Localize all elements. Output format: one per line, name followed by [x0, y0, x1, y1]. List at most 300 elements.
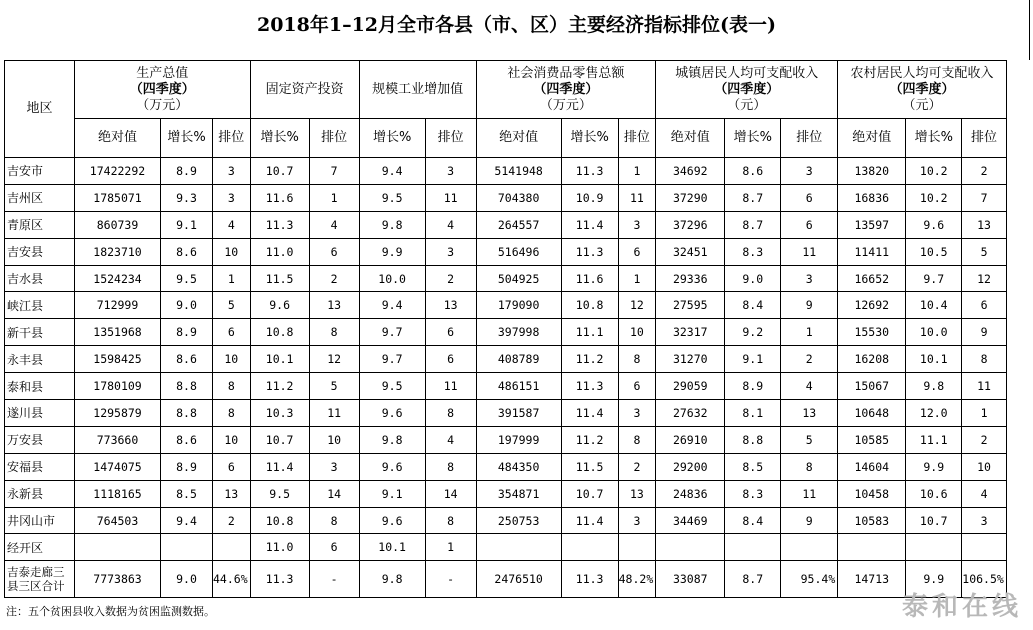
cell-urb-g: 9.2 — [725, 319, 781, 346]
cell-ret-abs: 391587 — [476, 400, 561, 427]
cell-ret-r: 13 — [618, 480, 656, 507]
cell-ret-abs — [476, 534, 561, 561]
cell-gdp-g: 9.4 — [161, 507, 213, 534]
cell-rur-g: 10.0 — [906, 319, 962, 346]
region-cell: 吉安市 — [5, 158, 75, 185]
cell-urb-abs: 29336 — [656, 265, 725, 292]
header-retail-unit: （万元） — [539, 97, 592, 113]
cell-rur-r: 2 — [962, 158, 1007, 185]
table-row — [5, 507, 1007, 534]
cell-ret-abs: 179090 — [476, 292, 561, 319]
cell-ind-r: 11 — [425, 184, 476, 211]
cell-urb-abs: 29059 — [656, 373, 725, 400]
cell-urb-g: 8.3 — [725, 238, 781, 265]
header-retail-name: 社会消费品零售总额 — [507, 65, 625, 81]
cell-ret-abs: 704380 — [476, 184, 561, 211]
cell-rur-abs: 16836 — [838, 184, 906, 211]
cell-fi-g: 11.3 — [250, 211, 309, 238]
table-row — [5, 238, 1007, 265]
region-cell: 经开区 — [5, 534, 75, 561]
cell-ind-g: 9.8 — [359, 211, 425, 238]
region-cell: 井冈山市 — [5, 507, 75, 534]
cell-fi-r: 5 — [309, 373, 359, 400]
header-gdp — [75, 61, 251, 119]
cell-urb-g: 8.4 — [725, 292, 781, 319]
cell-urb-r: 3 — [781, 265, 838, 292]
cell-ind-r: 3 — [425, 238, 476, 265]
header-gdp-unit: （万元） — [136, 97, 189, 113]
subheader-rank: 排位 — [213, 119, 251, 158]
cell-rur-abs: 10585 — [838, 426, 906, 453]
cell-urb-r: 13 — [781, 400, 838, 427]
header-urban-income — [656, 61, 838, 119]
cell-gdp-r: 44.6% — [213, 561, 251, 598]
table-row — [5, 561, 1007, 598]
cell-ind-g: 9.6 — [359, 453, 425, 480]
cell-ret-abs: 250753 — [476, 507, 561, 534]
cell-rur-r: 9 — [962, 319, 1007, 346]
cell-gdp-g: 8.6 — [161, 426, 213, 453]
header-urban-sub: （四季度） — [714, 81, 780, 97]
subheader-abs: 绝对值 — [838, 119, 906, 158]
cell-fi-r: 2 — [309, 265, 359, 292]
cell-rur-abs: 10648 — [838, 400, 906, 427]
table-row — [5, 346, 1007, 373]
table-row — [5, 426, 1007, 453]
cell-ret-r: 8 — [618, 346, 656, 373]
cell-ind-r: 8 — [425, 400, 476, 427]
cell-rur-r: 5 — [962, 238, 1007, 265]
cell-urb-abs: 27595 — [656, 292, 725, 319]
cell-ret-g: 11.6 — [561, 265, 618, 292]
header-industry: 规模工业增加值 — [359, 61, 476, 119]
cell-gdp-r: 4 — [213, 211, 251, 238]
cell-gdp-r: 6 — [213, 319, 251, 346]
header-rural-name: 农村居民人均可支配收入 — [850, 65, 994, 81]
cell-rur-g: 10.7 — [906, 507, 962, 534]
cell-ind-g: 9.7 — [359, 319, 425, 346]
subheader-abs: 绝对值 — [476, 119, 561, 158]
cell-urb-abs: 32451 — [656, 238, 725, 265]
cell-gdp-g: 9.1 — [161, 211, 213, 238]
cell-ind-g: 9.5 — [359, 184, 425, 211]
footnote: 注：五个贫困县收入数据为贫困监测数据。 — [6, 605, 215, 618]
region-cell: 吉州区 — [5, 184, 75, 211]
table-row — [5, 400, 1007, 427]
cell-urb-abs: 37290 — [656, 184, 725, 211]
cell-gdp-g: 8.5 — [161, 480, 213, 507]
cell-rur-abs: 13597 — [838, 211, 906, 238]
cell-gdp-g — [161, 534, 213, 561]
region-cell: 永丰县 — [5, 346, 75, 373]
cell-ind-r: 4 — [425, 211, 476, 238]
cell-ret-abs: 504925 — [476, 265, 561, 292]
cell-ret-g: 10.7 — [561, 480, 618, 507]
cell-gdp-g: 8.9 — [161, 158, 213, 185]
cell-rur-abs: 14604 — [838, 453, 906, 480]
cell-fi-r: 10 — [309, 426, 359, 453]
cell-ret-r: 6 — [618, 373, 656, 400]
cell-ret-abs: 516496 — [476, 238, 561, 265]
cell-ret-g: 11.1 — [561, 319, 618, 346]
cell-urb-abs: 26910 — [656, 426, 725, 453]
cell-gdp-abs: 1785071 — [75, 184, 161, 211]
cell-fi-g: 10.7 — [250, 426, 309, 453]
cell-ret-g: 11.4 — [561, 507, 618, 534]
subheader-growth: 增长% — [161, 119, 213, 158]
cell-ind-r: - — [425, 561, 476, 598]
cell-gdp-abs: 1780109 — [75, 373, 161, 400]
cell-gdp-r: 13 — [213, 480, 251, 507]
table-row — [5, 453, 1007, 480]
header-fixed-investment: 固定资产投资 — [250, 61, 359, 119]
cell-urb-r: 1 — [781, 319, 838, 346]
cell-ind-r: 13 — [425, 292, 476, 319]
cell-rur-abs: 14713 — [838, 561, 906, 598]
subheader-abs: 绝对值 — [75, 119, 161, 158]
cell-ret-r: 2 — [618, 453, 656, 480]
cell-rur-abs: 16208 — [838, 346, 906, 373]
subheader-rank: 排位 — [618, 119, 656, 158]
cell-rur-abs: 11411 — [838, 238, 906, 265]
cell-gdp-r: 10 — [213, 426, 251, 453]
cell-ret-g — [561, 534, 618, 561]
cell-ret-abs: 397998 — [476, 319, 561, 346]
cell-rur-r: 11 — [962, 373, 1007, 400]
cell-urb-r: 3 — [781, 158, 838, 185]
cell-urb-r: 6 — [781, 184, 838, 211]
cell-ret-r: 10 — [618, 319, 656, 346]
cell-ind-g: 9.7 — [359, 346, 425, 373]
cell-ind-g: 9.4 — [359, 292, 425, 319]
cell-urb-r: 6 — [781, 211, 838, 238]
cell-ind-r: 11 — [425, 373, 476, 400]
cell-ret-g: 11.3 — [561, 561, 618, 598]
cell-ind-r: 14 — [425, 480, 476, 507]
cell-fi-g: 11.3 — [250, 561, 309, 598]
region-cell: 安福县 — [5, 453, 75, 480]
cell-urb-abs: 29200 — [656, 453, 725, 480]
cell-gdp-abs: 712999 — [75, 292, 161, 319]
table-row — [5, 158, 1007, 185]
cell-urb-g: 8.5 — [725, 453, 781, 480]
cell-urb-g: 8.7 — [725, 561, 781, 598]
cell-rur-g: 12.0 — [906, 400, 962, 427]
table-row — [5, 292, 1007, 319]
cell-urb-r: 4 — [781, 373, 838, 400]
cell-gdp-g: 9.0 — [161, 292, 213, 319]
cell-ret-r: 6 — [618, 238, 656, 265]
cell-gdp-g: 8.8 — [161, 400, 213, 427]
cell-fi-r: 8 — [309, 319, 359, 346]
cell-rur-r: 8 — [962, 346, 1007, 373]
cell-urb-r: 5 — [781, 426, 838, 453]
cell-ret-r: 11 — [618, 184, 656, 211]
cell-rur-r: 10 — [962, 453, 1007, 480]
cell-fi-r: 12 — [309, 346, 359, 373]
cell-ret-r: 8 — [618, 426, 656, 453]
cell-rur-g: 11.1 — [906, 426, 962, 453]
cell-urb-abs: 24836 — [656, 480, 725, 507]
cell-ret-g: 10.8 — [561, 292, 618, 319]
cell-urb-abs: 31270 — [656, 346, 725, 373]
cell-ind-r: 8 — [425, 453, 476, 480]
cell-ret-abs: 5141948 — [476, 158, 561, 185]
cell-rur-g — [906, 534, 962, 561]
cell-ind-g: 9.8 — [359, 561, 425, 598]
cell-rur-r: 1 — [962, 400, 1007, 427]
cell-ind-g: 9.4 — [359, 158, 425, 185]
cell-fi-g: 10.8 — [250, 507, 309, 534]
header-rural-income — [838, 61, 1007, 119]
cell-rur-r: 7 — [962, 184, 1007, 211]
cell-ind-g: 9.5 — [359, 373, 425, 400]
cell-fi-g: 9.6 — [250, 292, 309, 319]
cell-rur-g: 10.6 — [906, 480, 962, 507]
cell-gdp-g: 9.5 — [161, 265, 213, 292]
cell-ret-abs: 197999 — [476, 426, 561, 453]
cell-fi-g: 11.6 — [250, 184, 309, 211]
subheader-growth: 增长% — [250, 119, 309, 158]
subheader-growth: 增长% — [561, 119, 618, 158]
cell-gdp-r: 2 — [213, 507, 251, 534]
cell-urb-abs: 32317 — [656, 319, 725, 346]
cell-rur-abs: 13820 — [838, 158, 906, 185]
cell-rur-g: 9.7 — [906, 265, 962, 292]
cell-ind-r: 4 — [425, 426, 476, 453]
cell-ind-g: 9.6 — [359, 400, 425, 427]
cell-fi-g: 10.8 — [250, 319, 309, 346]
header-gdp-name: 生产总值 — [136, 65, 189, 81]
cell-fi-r: 3 — [309, 453, 359, 480]
cell-urb-g: 8.4 — [725, 507, 781, 534]
cell-gdp-r: 5 — [213, 292, 251, 319]
header-region: 地区 — [5, 61, 75, 158]
subheader-growth: 增长% — [906, 119, 962, 158]
header-retail-sub: （四季度） — [533, 81, 599, 97]
cell-urb-g: 8.6 — [725, 158, 781, 185]
region-cell: 吉泰走廊三县三区合计 — [5, 561, 75, 598]
cell-ind-g: 9.8 — [359, 426, 425, 453]
cell-gdp-abs: 860739 — [75, 211, 161, 238]
cell-ret-abs: 354871 — [476, 480, 561, 507]
table-row — [5, 373, 1007, 400]
cell-fi-r: - — [309, 561, 359, 598]
cell-gdp-abs: 773660 — [75, 426, 161, 453]
cell-gdp-abs: 7773863 — [75, 561, 161, 598]
cell-rur-abs: 15530 — [838, 319, 906, 346]
cell-gdp-r: 6 — [213, 453, 251, 480]
cell-fi-r: 1 — [309, 184, 359, 211]
cell-ret-r: 48.2% — [618, 561, 656, 598]
cell-ind-g: 9.9 — [359, 238, 425, 265]
subheader-rank: 排位 — [962, 119, 1007, 158]
cell-ind-g: 9.6 — [359, 507, 425, 534]
cell-urb-r — [781, 534, 838, 561]
table-row — [5, 319, 1007, 346]
cell-rur-g: 10.5 — [906, 238, 962, 265]
cell-rur-g: 10.4 — [906, 292, 962, 319]
cell-fi-g: 11.5 — [250, 265, 309, 292]
subheader-rank: 排位 — [309, 119, 359, 158]
cell-ret-r: 1 — [618, 265, 656, 292]
header-rural-sub: （四季度） — [889, 81, 955, 97]
subheader-rank: 排位 — [425, 119, 476, 158]
cell-ind-g: 10.1 — [359, 534, 425, 561]
cell-gdp-abs: 1524234 — [75, 265, 161, 292]
cell-rur-g: 9.9 — [906, 561, 962, 598]
cell-rur-r: 106.5% — [962, 561, 1007, 598]
cell-urb-r: 2 — [781, 346, 838, 373]
cell-gdp-g: 8.9 — [161, 319, 213, 346]
cell-ret-r: 12 — [618, 292, 656, 319]
region-cell: 吉安县 — [5, 238, 75, 265]
cell-urb-abs: 37296 — [656, 211, 725, 238]
subheader-rank: 排位 — [781, 119, 838, 158]
cell-gdp-r — [213, 534, 251, 561]
cell-ind-r: 1 — [425, 534, 476, 561]
indicator-table — [4, 60, 1007, 598]
cell-rur-r: 3 — [962, 507, 1007, 534]
cell-rur-r: 2 — [962, 426, 1007, 453]
cell-ret-g: 11.4 — [561, 400, 618, 427]
cell-rur-g: 10.2 — [906, 184, 962, 211]
cell-fi-g: 10.3 — [250, 400, 309, 427]
cell-ret-r: 3 — [618, 400, 656, 427]
cell-urb-g: 8.3 — [725, 480, 781, 507]
cell-rur-r — [962, 534, 1007, 561]
table-body — [5, 158, 1007, 598]
cell-fi-r: 7 — [309, 158, 359, 185]
cell-ret-g: 11.4 — [561, 211, 618, 238]
cell-gdp-abs: 1823710 — [75, 238, 161, 265]
cell-gdp-g: 8.8 — [161, 373, 213, 400]
table-row — [5, 211, 1007, 238]
region-cell: 永新县 — [5, 480, 75, 507]
cell-ret-g: 11.3 — [561, 238, 618, 265]
page-title: 2018年1–12月全市各县（市、区）主要经济指标排位(表一) — [256, 14, 777, 36]
cell-gdp-abs: 1295879 — [75, 400, 161, 427]
cell-gdp-g: 8.6 — [161, 238, 213, 265]
cell-rur-abs: 16652 — [838, 265, 906, 292]
cell-ret-r — [618, 534, 656, 561]
cell-gdp-abs: 1118165 — [75, 480, 161, 507]
cell-rur-abs: 15067 — [838, 373, 906, 400]
region-cell: 青原区 — [5, 211, 75, 238]
cell-urb-abs — [656, 534, 725, 561]
cell-ret-g: 11.2 — [561, 346, 618, 373]
cell-urb-r: 9 — [781, 292, 838, 319]
cell-gdp-r: 10 — [213, 346, 251, 373]
cell-ind-r: 6 — [425, 319, 476, 346]
cell-gdp-abs: 764503 — [75, 507, 161, 534]
region-cell: 峡江县 — [5, 292, 75, 319]
cell-fi-g: 9.5 — [250, 480, 309, 507]
cell-gdp-g: 9.0 — [161, 561, 213, 598]
cell-urb-g: 8.7 — [725, 211, 781, 238]
cell-urb-g: 8.7 — [725, 184, 781, 211]
cell-rur-g: 9.9 — [906, 453, 962, 480]
cell-gdp-abs — [75, 534, 161, 561]
region-cell: 新干县 — [5, 319, 75, 346]
cell-ind-g: 9.1 — [359, 480, 425, 507]
region-cell: 吉水县 — [5, 265, 75, 292]
cell-fi-r: 4 — [309, 211, 359, 238]
header-retail — [476, 61, 656, 119]
cell-fi-r: 8 — [309, 507, 359, 534]
cell-gdp-r: 8 — [213, 373, 251, 400]
cell-fi-r: 14 — [309, 480, 359, 507]
cell-ret-r: 3 — [618, 211, 656, 238]
cell-ret-r: 3 — [618, 507, 656, 534]
cell-urb-g: 8.1 — [725, 400, 781, 427]
cell-gdp-r: 3 — [213, 158, 251, 185]
cell-gdp-r: 3 — [213, 184, 251, 211]
cell-ind-r: 3 — [425, 158, 476, 185]
cell-rur-r: 6 — [962, 292, 1007, 319]
cell-gdp-g: 8.6 — [161, 346, 213, 373]
cell-fi-g: 11.0 — [250, 238, 309, 265]
cell-urb-r: 11 — [781, 480, 838, 507]
cell-ret-abs: 264557 — [476, 211, 561, 238]
cell-urb-r: 9 — [781, 507, 838, 534]
cell-rur-g: 10.1 — [906, 346, 962, 373]
cell-gdp-abs: 17422292 — [75, 158, 161, 185]
cell-fi-g: 10.1 — [250, 346, 309, 373]
cell-urb-r: 11 — [781, 238, 838, 265]
table-row — [5, 534, 1007, 561]
subheader-abs: 绝对值 — [656, 119, 725, 158]
cell-rur-g: 9.8 — [906, 373, 962, 400]
cell-ind-r: 6 — [425, 346, 476, 373]
cell-gdp-r: 10 — [213, 238, 251, 265]
cell-gdp-abs: 1598425 — [75, 346, 161, 373]
cell-gdp-g: 9.3 — [161, 184, 213, 211]
cell-urb-abs: 34692 — [656, 158, 725, 185]
cell-gdp-abs: 1351968 — [75, 319, 161, 346]
cell-ind-g: 10.0 — [359, 265, 425, 292]
cell-rur-r: 12 — [962, 265, 1007, 292]
cell-ret-g: 11.3 — [561, 373, 618, 400]
edge-bar — [1029, 0, 1033, 60]
cell-urb-g — [725, 534, 781, 561]
cell-urb-abs: 33087 — [656, 561, 725, 598]
table-row — [5, 480, 1007, 507]
header-rural-unit: （元） — [902, 97, 942, 113]
table-row — [5, 184, 1007, 211]
cell-ret-abs: 2476510 — [476, 561, 561, 598]
cell-fi-r: 11 — [309, 400, 359, 427]
region-cell: 泰和县 — [5, 373, 75, 400]
header-gdp-sub: （四季度） — [129, 81, 195, 97]
watermark-logo: 泰和在线 — [902, 592, 1023, 622]
table-row — [5, 265, 1007, 292]
cell-rur-g: 9.6 — [906, 211, 962, 238]
cell-gdp-abs: 1474075 — [75, 453, 161, 480]
cell-fi-r: 6 — [309, 534, 359, 561]
cell-rur-r: 4 — [962, 480, 1007, 507]
region-cell: 遂川县 — [5, 400, 75, 427]
cell-ret-abs: 484350 — [476, 453, 561, 480]
cell-urb-g: 8.8 — [725, 426, 781, 453]
cell-gdp-r: 8 — [213, 400, 251, 427]
cell-ret-abs: 408789 — [476, 346, 561, 373]
cell-urb-g: 9.0 — [725, 265, 781, 292]
cell-urb-abs: 27632 — [656, 400, 725, 427]
cell-fi-g: 11.2 — [250, 373, 309, 400]
cell-ret-g: 11.3 — [561, 158, 618, 185]
header-urban-name: 城镇居民人均可支配收入 — [675, 65, 819, 81]
